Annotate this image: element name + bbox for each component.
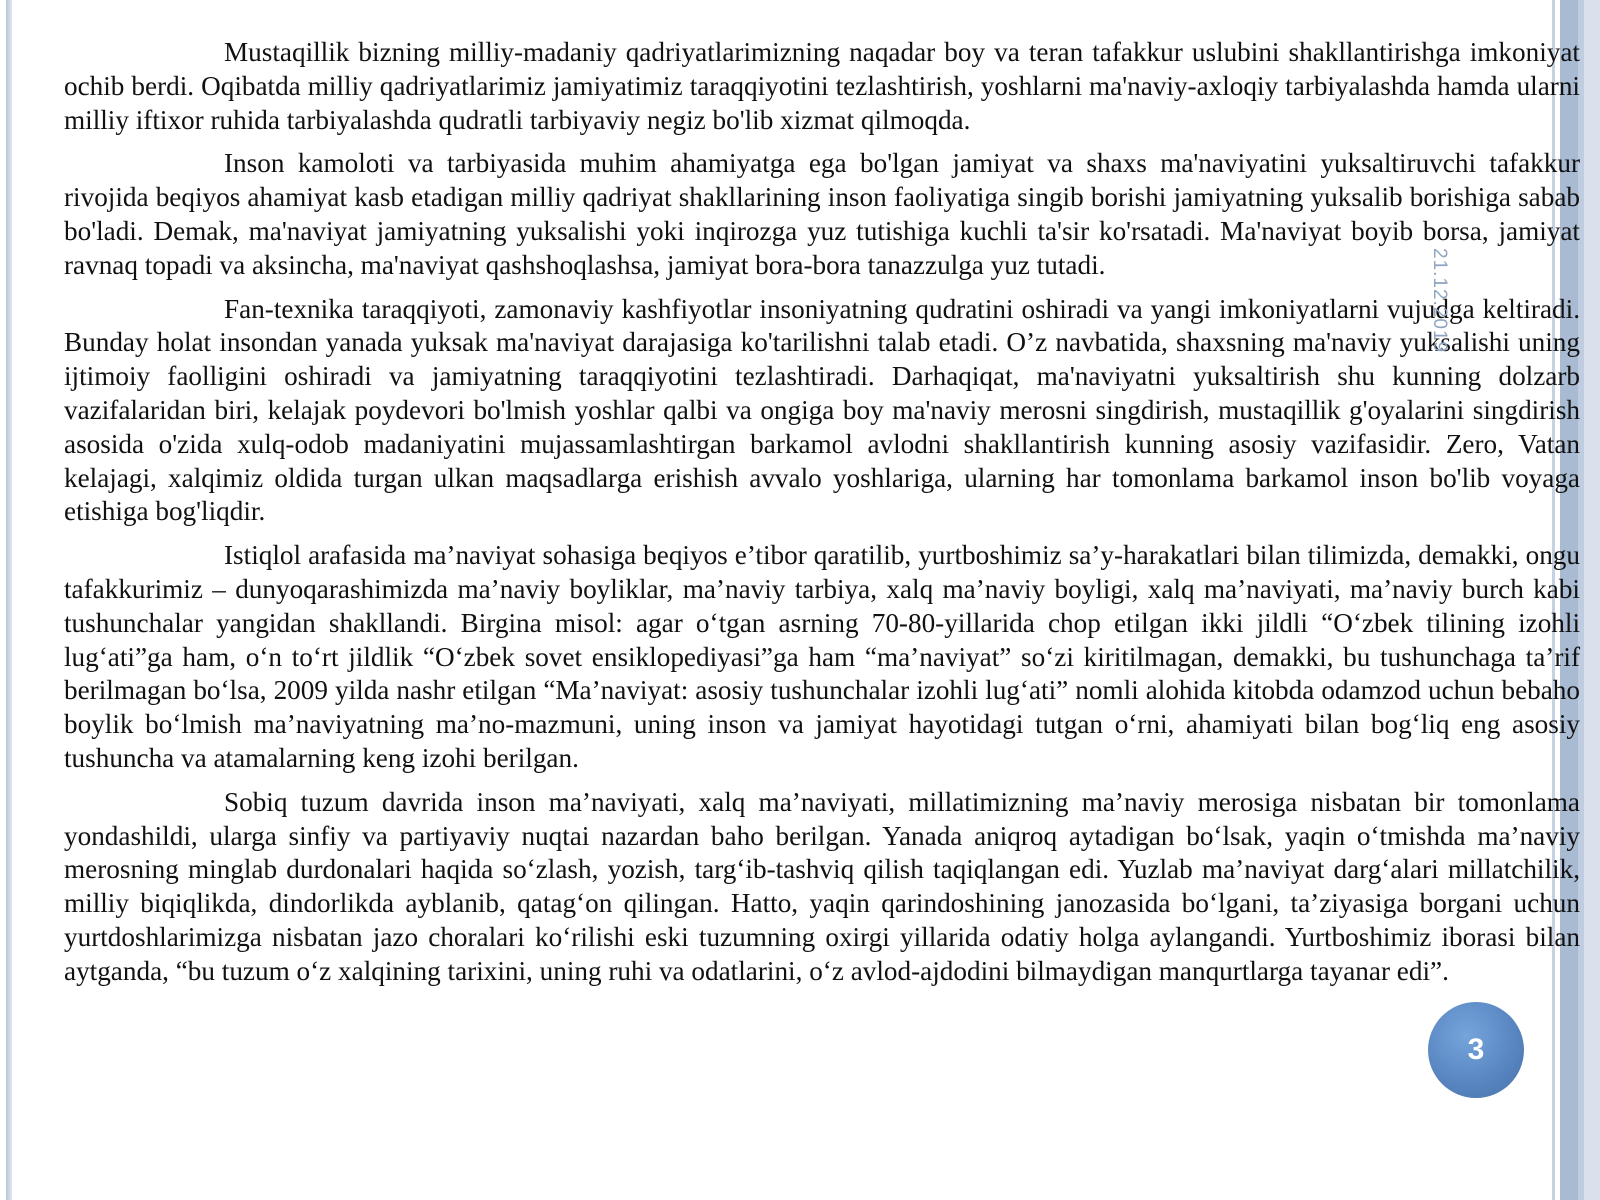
slide-date: 21.12.2019 xyxy=(1429,248,1450,354)
slide-body xyxy=(64,36,1580,999)
paragraph-5: Sobiq tuzum davrida inson ma’naviyati, xalq ma’naviyati, millatimizning ma’naviy merosiga nisbatan bir tomonlama yondashildi, ularga sinfiy va partiyaviy nuqtai nazardan baho berilgan. Yanada aniqroq aytadigan bo‘lsak, yaqin o‘tmishda ma’naviy merosning minglab durdonalari haqida so‘zlash, yozish, targ‘ib-tashviq qilish taqiqlangan edi. Yuzlab ma’naviyat darg‘alari millatchilik, milliy biqiqlikda, dindorlikda ayblanib, qatag‘on qilingan. Hatto, yaqin qarindoshining janozasida bo‘lgani, ta’ziyasiga borgani uchun yurtdoshlarimizga nisbatan jazo choralari ko‘rilishi eski tuzumning oxirgi yillarida odatiy holga aylangandi. Yurtboshimiz iborasi bilan aytganda, “bu tuzum o‘z xalqining tarixini, uning ruhi va odatlarini, o‘z avlod-ajdodini bilmaydigan manqurtlarga tayanar edi”. xyxy=(64,786,1580,986)
paragraph-2: Inson kamoloti va tarbiyasida muhim ahamiyatga ega bo'lgan jamiyat va shaxs ma'naviyatini yuksaltiruvchi tafakkur rivojida beqiyos ahamiyat kasb etadigan milliy qadriyat shakllarining inson faoliyatiga singib borishi jamiyatning yuksalib borishiga sabab bo'ladi. Demak, ma'naviyat jamiyatning yuksalishi yoki inqirozga yuz tutishiga kuchli ta'sir ko'rsatadi. Ma'naviyat boyib borsa, jamiyat ravnaq topadi va aksincha, ma'naviyat qashshoqlashsa, jamiyat bora-bora tanazzulga yuz tutadi. xyxy=(64,148,1580,280)
paragraph-4: Istiqlol arafasida ma’naviyat sohasiga beqiyos e’tibor qaratilib, yurtboshimiz sa’y-harakatlari bilan tilimizda, demakki, ongu tafakkurimiz – dunyoqarashimizda ma’naviy boyliklar, ma’naviy tarbiya, xalq ma’naviy boyligi, xalq ma’naviyati, ma’naviy burch kabi tushunchalar yangidan shakllandi. Birgina misol: agar o‘tgan asrning 70-80-yillarida chop etilgan ikki jildli “O‘zbek tilining izohli lug‘ati”ga ham, o‘n to‘rt jildlik “O‘zbek sovet ensiklopediyasi”ga ham “ma’naviyat” so‘zi kiritilmagan, demakki, bu tushunchaga ta’rif berilmagan bo‘lsa, 2009 yilda nashr etilgan “Ma’naviyat: asosiy tushunchalar izohli lug‘ati” nomli alohida kitobda odamzod uchun bebaho boylik bo‘lmish ma’naviyatning ma’no-mazmuni, uning inson va jamiyat hayotidagi tutgan o‘rni, ahamiyati bilan bog‘liq eng asosiy tushuncha va atamalarning keng izohi berilgan. xyxy=(64,540,1580,773)
page-number-badge: 3 xyxy=(1428,1002,1524,1098)
paragraph-3: Fan-texnika taraqqiyoti, zamonaviy kashfiyotlar insoniyatning qudratini oshiradi va yangi imkoniyatlarni vujudga keltiradi. Bunday holat insondan yanada yuksak ma'naviyat darajasiga ko'tarilishni talab etadi. O’z navbatida, shaxsning ma'naviy yuksalishi uning ijtimoiy faolligini oshiradi va jamiyatning taraqqiyotini tezlashtiradi. Darhaqiqat, ma'naviyatni yuksaltirish shu kunning dolzarb vazifalaridan biri, kelajak poydevori bo'lmish yoshlar qalbi va ongiga boy ma'naviy merosni singdirish, mustaqillik g'oyalarini singdirish asosida o'zida xulq-odob madaniyatini mujassamlashtirgan barkamol avlodni shakllantirish kunning asosiy vazifasidir. Zero, Vatan kelajagi, xalqimiz oldida turgan ulkan maqsadlarga erishish avvalo yoshlariga, ularning har tomonlama barkamol inson bo'lib voyaga etishiga bog'liqdir. xyxy=(64,293,1580,527)
left-decorative-border xyxy=(6,0,12,1200)
paragraph-1: Mustaqillik bizning milliy-madaniy qadriyatlarimizning naqadar boy va teran tafakkur uslubini shakllantirishga imkoniyat ochib berdi. Oqibatda milliy qadriyatlarimiz jamiyatimiz taraqqiyotini tezlashtirish, yoshlarni ma'naviy-axloqiy tarbiyalashda hamda ularni milliy iftixor ruhida tarbiyalashda qudratli tarbiyaviy negiz bo'lib xizmat qilmoqda. xyxy=(64,37,1580,135)
